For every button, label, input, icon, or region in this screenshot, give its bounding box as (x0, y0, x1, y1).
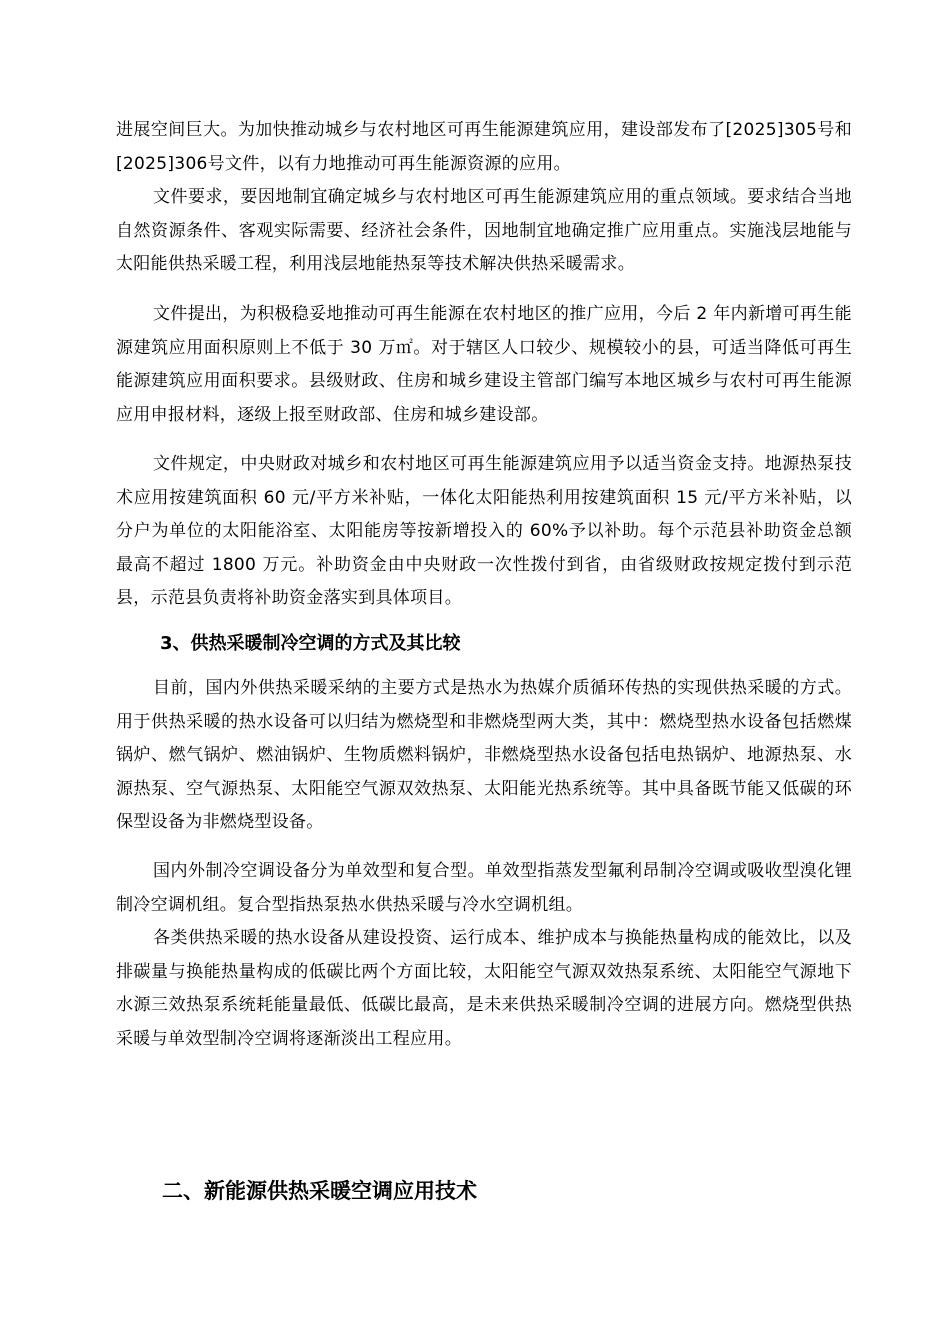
paragraph-efficiency-comparison: 各类供热采暖的热水设备从建设投资、运行成本、维护成本与换能热量构成的能效比，以及排碳量与换能热量构成的低碳比两个方面比较，太阳能空气源双效热泵系统、太阳能空气源地下水源三效热泵系统耗能量最低、低碳比最高，是未来供热采暖制冷空调的进展方向。燃烧型供热采暖与单效型制冷空调将逐渐淡出工程应用。 (116, 928, 852, 1049)
paragraph-proposal: 文件提出，为积极稳妥地推动可再生能源在农村地区的推广应用，今后 2 年内新增可再生能源建筑应用面积原则上不低于 30 万㎡。对于辖区人口较少、规模较小的县，可适当降低可再生能源建筑应用面积要求。县级财政、住房和城乡建设主管部门编写本地区城乡与农村可再生能源应用申报材料，逐级上报至财政部、住房和城乡建设部。 (116, 304, 852, 425)
paragraph-cooling-equipment: 国内外制冷空调设备分为单效型和复合型。单效型指蒸发型氟利昂制冷空调或吸收型溴化锂制冷空调机组。复合型指热泵热水供热采暖与冷水空调机组。 (116, 861, 852, 915)
paragraph-heating-methods: 目前，国内外供热采暖采纳的主要方式是热水为热媒介质循环传热的实现供热采暖的方式。用于供热采暖的热水设备可以归结为燃烧型和非燃烧型两大类，其中：燃烧型热水设备包括燃煤锅炉、燃气锅炉、燃油锅炉、生物质燃料锅炉，非燃烧型热水设备包括电热锅炉、地源热泵、水源热泵、空气源热泵、太阳能空气源双效热泵、太阳能光热系统等。其中具备既节能又低碳的环保型设备为非燃烧型设备。 (116, 678, 852, 832)
paragraph-intro: 进展空间巨大。为加快推动城乡与农村地区可再生能源建筑应用，建设部发布了[2025]305号和[2025]306号文件，以有力地推动可再生能源资源的应用。 (116, 120, 852, 174)
paragraph-requirements: 文件要求，要因地制宜确定城乡与农村地区可再生能源建筑应用的重点领域。要求结合当地自然资源条件、客观实际需要、经济社会条件，因地制宜地确定推广应用重点。实施浅层地能与太阳能供热采暖工程，利用浅层地能热泵等技术解决供热采暖需求。 (116, 187, 852, 274)
paragraph-regulation: 文件规定，中央财政对城乡和农村地区可再生能源建筑应用予以适当资金支持。地源热泵技术应用按建筑面积 60 元/平方米补贴，一体化太阳能热利用按建筑面积 15 元/平方米补贴，以分户为单位的太阳能浴室、太阳能房等按新增投入的 60%予以补助。每个示范县补助资金总额最高不超过 1800 万元。补助资金由中央财政一次性拨付到省，由省级财政按规定拨付到示范县，示范县负责将补助资金落实到具体项目。 (116, 454, 852, 608)
chapter-heading-new-energy: 二、新能源供热采暖空调应用技术 (162, 1179, 477, 1203)
section-heading-comparison: 3、供热采暖制冷空调的方式及其比较 (160, 633, 461, 654)
